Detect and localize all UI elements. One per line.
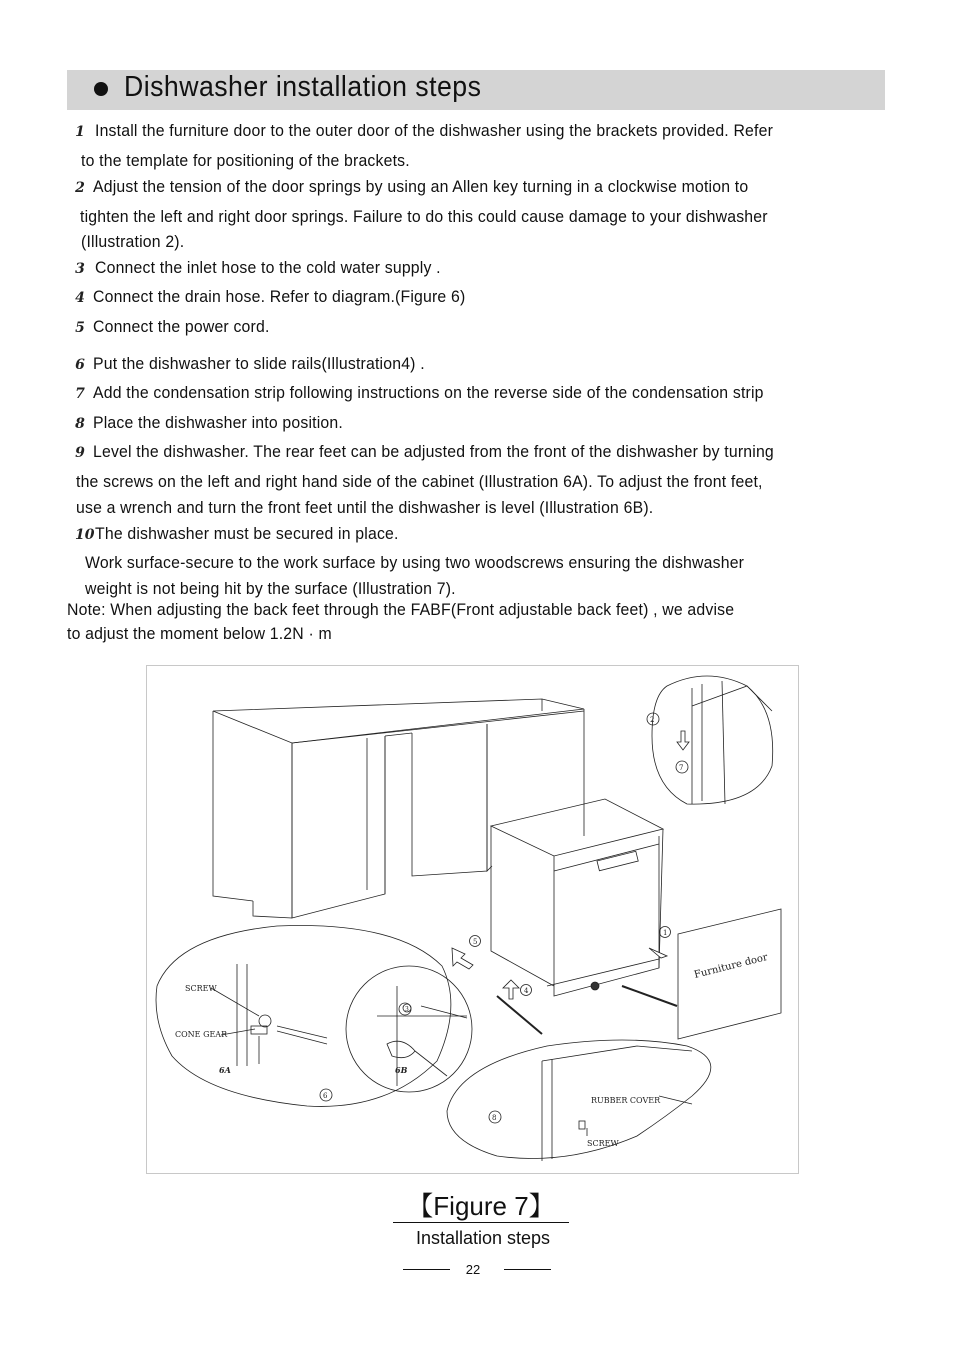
arrow-icon — [649, 948, 667, 958]
illustration-6a-label: 6A — [219, 1065, 231, 1075]
cone-gear-label: CONE GEAR — [175, 1030, 228, 1039]
svg-text:1: 1 — [663, 929, 668, 937]
section-title: Dishwasher installation steps — [124, 71, 482, 103]
step-9-line-1: Level the dishwasher. The rear feet can be adjusted from the front of the dishwasher by turning — [93, 442, 774, 461]
svg-text:2: 2 — [650, 716, 655, 724]
step-1-line-2: to the template for positioning of the brackets. — [81, 151, 410, 170]
callout-1 — [660, 927, 671, 938]
screw-label: SCREW — [185, 984, 217, 993]
detail-circle-2-7 — [652, 676, 773, 804]
page-number-rule-left — [403, 1269, 450, 1270]
detail-circle-6b — [346, 966, 472, 1092]
step-number: 9 — [75, 445, 85, 461]
callout-5 — [470, 936, 481, 947]
page-number: 22 — [465, 1262, 481, 1277]
arrow-icon — [503, 980, 519, 999]
step-number: 4 — [75, 290, 85, 306]
svg-text:7: 7 — [679, 764, 684, 772]
rubber-cover-label: RUBBER COVER — [591, 1096, 661, 1105]
step-number: 1 — [75, 124, 85, 140]
arrow-icon — [452, 948, 473, 969]
step-number: 2 — [75, 180, 85, 196]
step-10-line-3: weight is not being hit by the surface (Illustration 7). — [85, 579, 456, 598]
arrow-icon — [677, 731, 689, 750]
countertop — [213, 699, 584, 743]
step-number: 3 — [75, 261, 85, 277]
callout-3 — [403, 1004, 411, 1013]
step-number: 6 — [75, 357, 85, 373]
furniture-door-label: Furniture door — [693, 952, 769, 981]
svg-text:8: 8 — [492, 1114, 497, 1122]
step-number: 5 — [75, 320, 85, 336]
callout-7 — [676, 761, 688, 773]
note-line-1: Note: When adjusting the back feet through the FABF(Front adjustable back feet) , we advise — [67, 600, 735, 619]
page-number-rule-right — [504, 1269, 551, 1270]
svg-text:5: 5 — [473, 938, 478, 946]
step-6-line-1: Put the dishwasher to slide rails(Illustration4) . — [93, 354, 425, 373]
step-8-line-1: Place the dishwasher into position. — [93, 413, 343, 432]
step-3-line-1: Connect the inlet hose to the cold water supply . — [95, 258, 441, 277]
step-number: 7 — [75, 386, 85, 402]
step-9-line-2: the screws on the left and right hand side of the cabinet (Illustration 6A). To adjust the front feet, — [76, 472, 763, 491]
callout-8 — [489, 1111, 501, 1123]
step-10-line-2: Work surface-secure to the work surface by using two woodscrews ensuring the dishwasher — [85, 553, 745, 572]
bullet-icon — [94, 82, 108, 96]
step-4-line-1: Connect the drain hose. Refer to diagram.(Figure 6) — [93, 287, 466, 306]
svg-text:4: 4 — [524, 987, 529, 995]
step-2-line-3: (Illustration 2). — [81, 232, 185, 251]
step-1-line-1: Install the furniture door to the outer door of the dishwasher using the brackets provided. Refer — [95, 121, 774, 140]
step-7-line-1: Add the condensation strip following instructions on the reverse side of the condensation strip — [93, 383, 764, 402]
step-2-line-1: Adjust the tension of the door springs by using an Allen key turning in a clockwise motion to — [93, 177, 749, 196]
callout-6 — [320, 1089, 332, 1101]
illustration-6b-label: 6B — [395, 1065, 408, 1075]
installation-figure — [146, 665, 799, 1174]
dishwasher-top — [491, 799, 663, 856]
figure-caption: Installation steps — [415, 1228, 551, 1248]
note-line-2: to adjust the moment below 1.2N · m — [67, 624, 332, 643]
step-number: 10 — [75, 527, 95, 543]
callout-4 — [521, 985, 532, 996]
step-9-line-3: use a wrench and turn the front feet until the dishwasher is level (Illustration 6B). — [76, 498, 654, 517]
step-5-line-1: Connect the power cord. — [93, 317, 270, 336]
screw-label-2: SCREW — [587, 1139, 619, 1148]
step-number: 8 — [75, 416, 85, 432]
installation-illustration — [147, 666, 798, 1173]
step-2-line-2: tighten the left and right door springs. Failure to do this could cause damage to your dishwasher — [80, 207, 768, 226]
figure-title: 【Figure 7】 — [407, 1191, 555, 1221]
svg-text:3: 3 — [405, 1006, 409, 1013]
svg-text:6: 6 — [323, 1092, 328, 1100]
figure-title-underline — [393, 1222, 569, 1223]
step-10-line-1: The dishwasher must be secured in place. — [95, 524, 399, 543]
